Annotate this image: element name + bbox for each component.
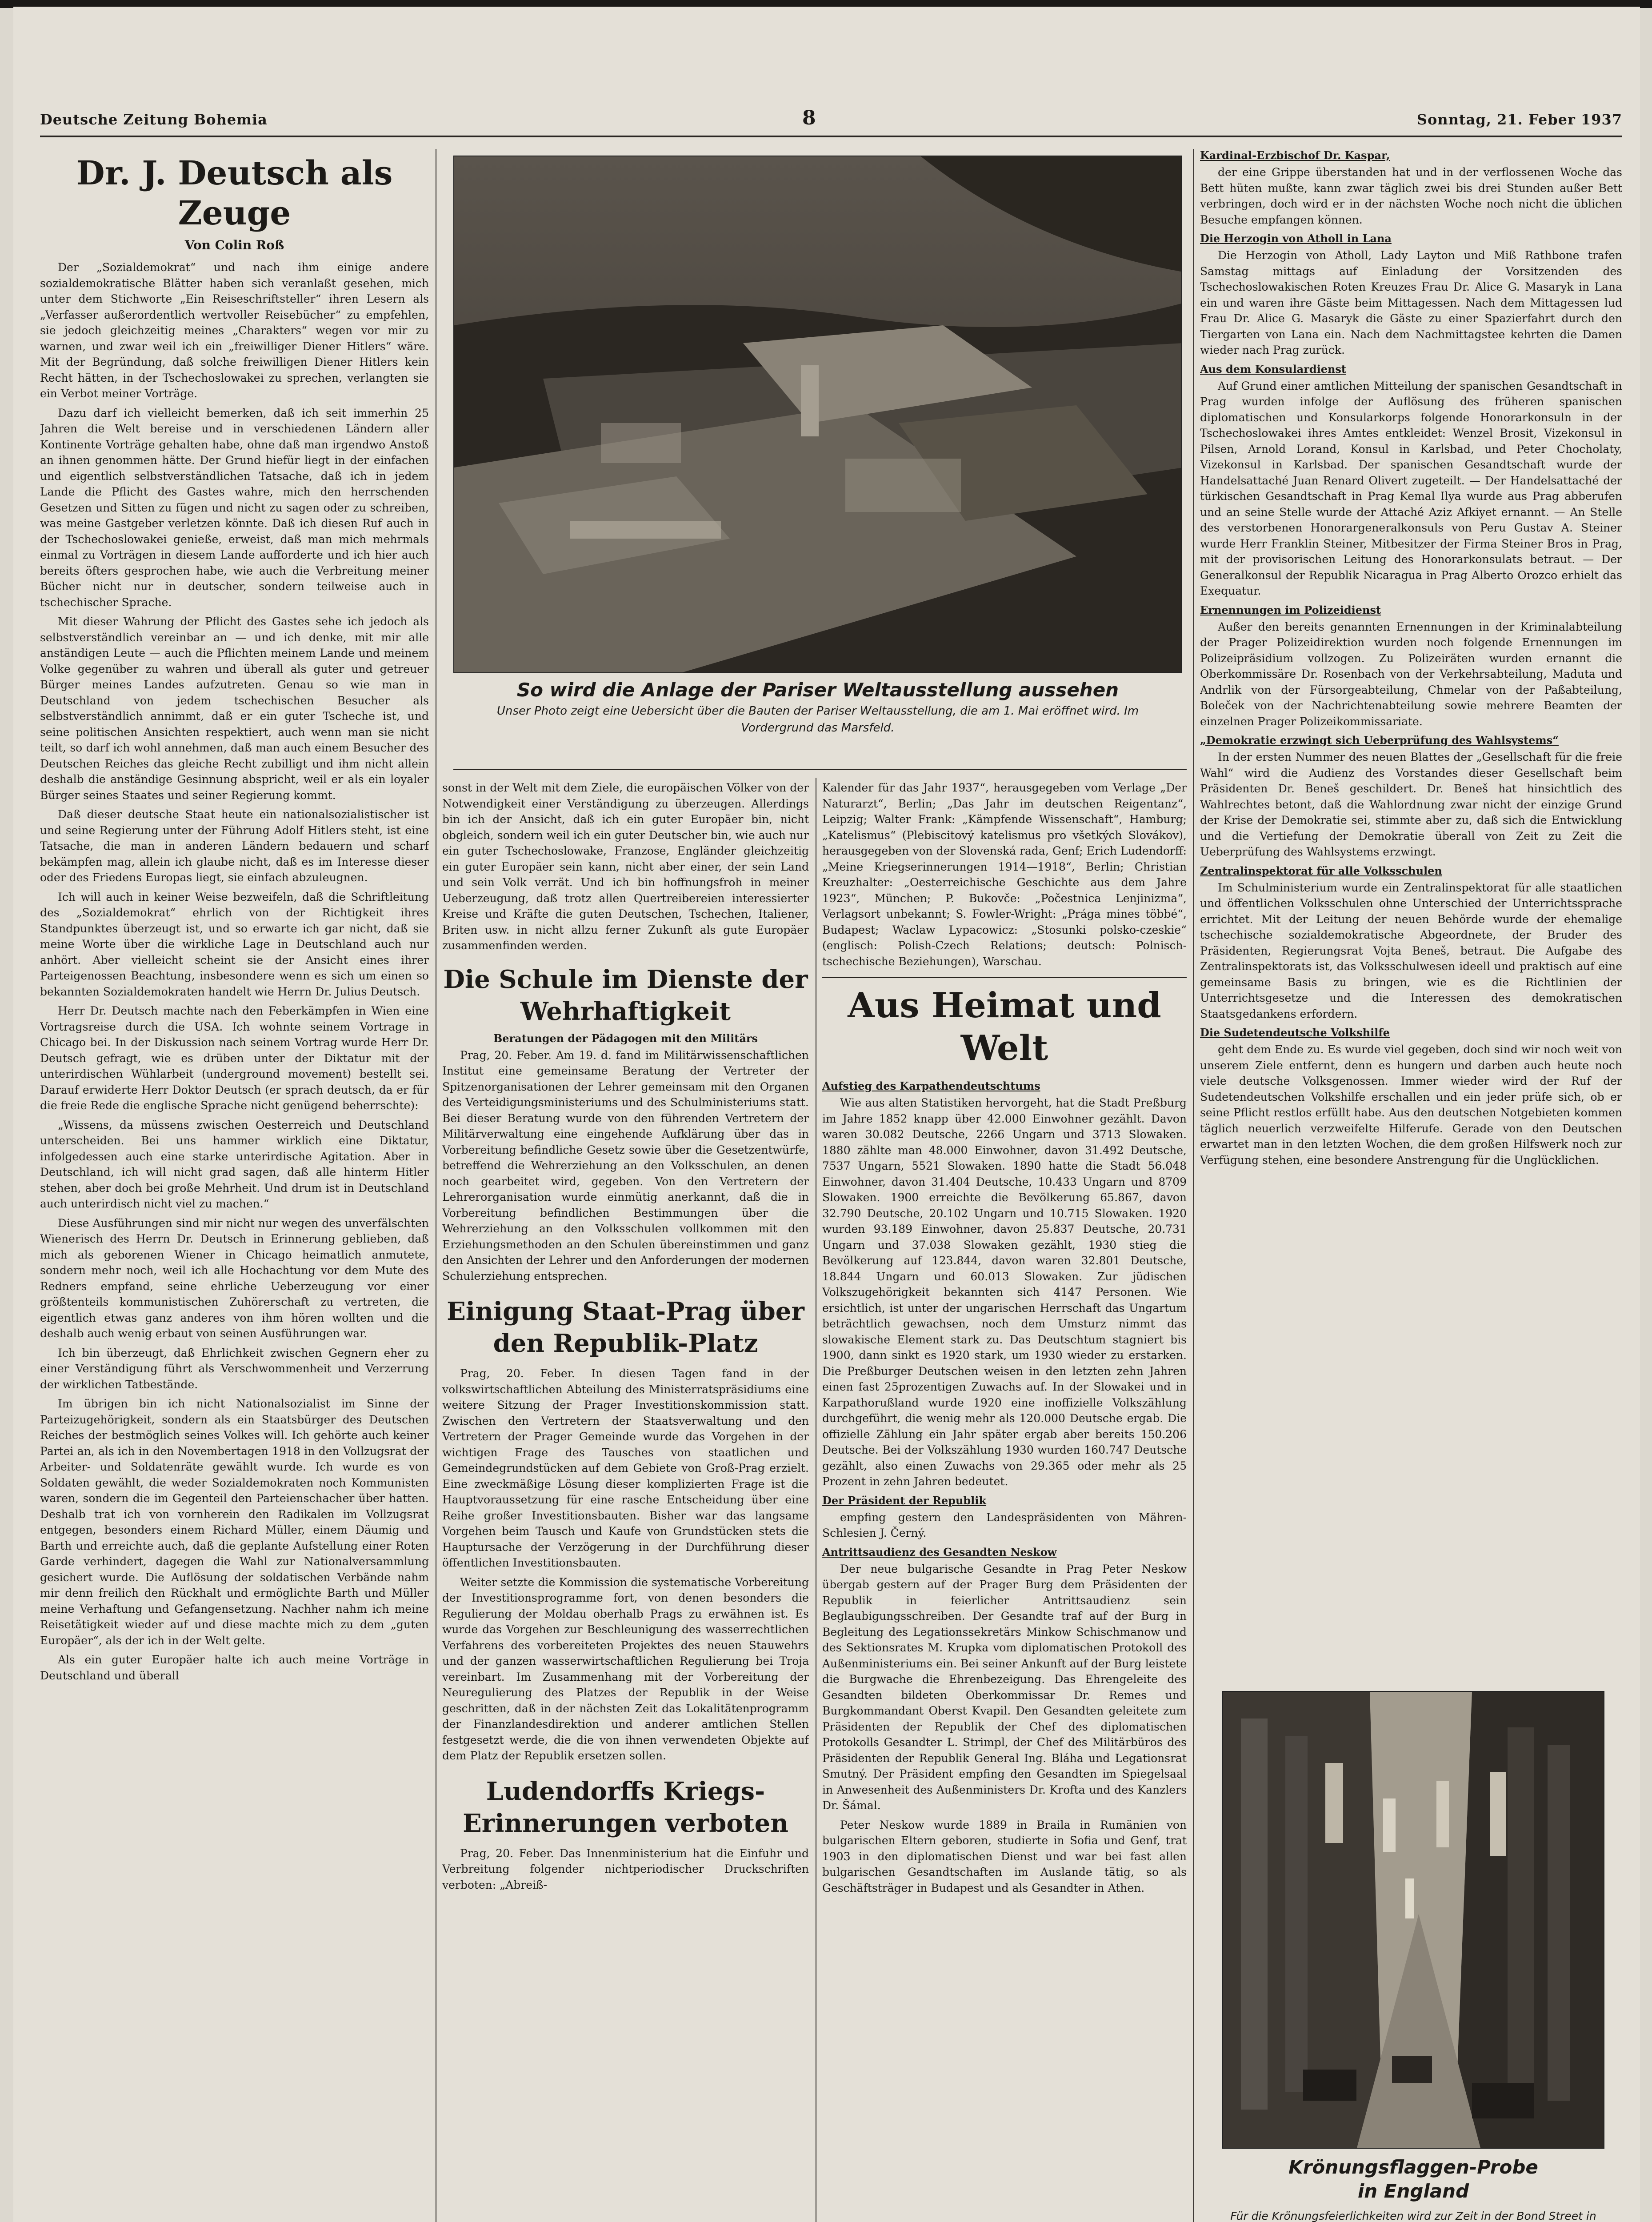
paragraph: Mit dieser Wahrung der Pflicht des Gastes sehe ich jedoch als selbstverständlich vereinbar an — und ich denke, mit mir alle anständigen Leute — auch die Pflichten meinem Lande und meinem Volke gegenüber zu wahren und überall als guter und getreuer Bürger meines Landes aufzutreten. Genau so wie man in Deutschland von jedem tschechischen Besucher als selbstverständlich annimmt, daß er ein guter Tscheche ist, und seine politischen Ansichten respektiert, auch wenn man sie nicht teilt, so darf ich wohl annehmen, daß man auch einem Besucher des Deutschen Reiches das gleiche Recht zubilligt und ihm nicht allein deshalb die anständige Gesinnung abspricht, weil er als ein loyaler Bürger seines Staates und seiner Regierung kommt.	[40, 615, 429, 802]
newspaper-page	[13, 7, 1640, 2222]
kicker-praesident: Der Präsident der Republik	[822, 1494, 987, 1507]
photo-london-caption-text: Für die Krönungsfeierlichkeiten wird zur Zeit in der Bond Street in	[1230, 2210, 1596, 2222]
paragraph: Ich bin überzeugt, daß Ehrlichkeit zwischen Gegnern eher zu einer Verständigung führt als Verschwommenheit und Verzerrung der wirklichen Tatbestände.	[40, 1346, 429, 1391]
section-title-heimat-welt: Aus Heimat und Welt	[848, 985, 1161, 1068]
kicker-kardinal: Kardinal-Erzbischof Dr. Kaspar,	[1200, 149, 1390, 162]
photo-london-caption-title: Krönungsflaggen-Probe in England	[1288, 2156, 1538, 2202]
article-title-deutsch-zeuge: Dr. J. Deutsch als Zeuge	[76, 154, 393, 232]
photo-london-caption	[1209, 2155, 1618, 2222]
section-rule	[822, 977, 1187, 978]
aerial-city-illustration	[454, 156, 1182, 673]
subheadline-paedagogen: Beratungen der Pädagogen mit den Militärs	[493, 1031, 758, 1045]
header-rule	[40, 136, 1622, 137]
paragraph: Als ein guter Europäer halte ich auch meine Vorträge in Deutschland und überall	[40, 1653, 429, 1682]
column-1-article	[40, 153, 429, 2222]
paragraph: Kalender für das Jahr 1937“, herausgegeben vom Verlage „Der Naturarzt“, Berlin; „Das Jahr im deutschen Reigentanz“, Leipzig; Walter Frank: „Kämpfende Wissenschaft“, Hamburg; „Katelismus“ (Plebiscitový katelismus pro všetkých Slovákov), herausgegeben von der Slovenská rada, Genf; Erich Ludendorff: „Meine Kriegserinnerungen 1914—1918“, Berlin; Christian Kreuzhalter: „Oesterreichische Geschichte aus dem Jahre 1923“, München; P. Bukovče: „Počestnica Lenjinizma“, Verlagsort unbekannt; S. Fowler-Wright: „Prága mines többé“, Budapest; Waclaw Lypacowicz: „Stosunki polsko-czeskie“ (englisch: Polish-Czech Relations; deutsch: Polnisch-tschechische Beziehungen), Warschau.	[822, 781, 1187, 968]
paragraph: Auf Grund einer amtlichen Mitteilung der spanischen Gesandtschaft in Prag wurden infolge der Auflösung des früheren spanischen diplomatischen und Konsularkorps folgende Honorarkonsuln in der Tschechoslowakei ihres Amtes entkleidet: Wenzel Brosit, Vizekonsul in Pilsen, Arnold Lorand, Konsul in Karlsbad, und Peter Chocholaty, Vizekonsul in Karlsbad. Der spanischen Gesandtschaft wurde der Handelsattaché Juan Renard Olivert zugeteilt. — Der Handelsattaché der türkischen Gesandtschaft in Prag Kemal Ilya wurde aus Prag abberufen und an seine Stelle wurde der Attaché Aziz Afkiyet ernannt. — An Stelle des verstorbenen Honorargeneralkonsuls von Peru Gustav A. Steiner wurde Herr Franklin Steiner, Mitbesitzer der Firma Steiner Bros in Prag, mit der provisorischen Leitung des Honorarkonsulats betraut. — Der Generalkonsul der Republik Nicaragua in Prag Alberto Orozco erhielt das Exequatur.	[1200, 379, 1622, 597]
paragraph: Daß dieser deutsche Staat heute ein nationalsozialistischer ist und seine Regierung unter der Führung Adolf Hitlers steht, ist eine Tatsache, die man in anderen Ländern bedauern und scharf bekämpfen mag, allein ich glaube nicht, daß es im Interesse dieser oder des Friedens Europas liegt, sie einfach abzuleugnen.	[40, 808, 429, 884]
paragraph: Außer den bereits genannten Ernennungen in der Kriminalabteilung der Prager Polizeidirektion wurden noch folgende Ernennungen im Polizeipräsidium vollzogen. Zu Polizeiräten wurden ernannt die Oberkommissäre Dr. Rosenbach von der Verkehrsabteilung, Maduta und Andrlik von der Fürsorgeabteilung, Chmelar von der Paßabteilung, Boleček von der Nachrichtenabteilung sowie mehrere Beamten der einzelnen Prager Polizeikommissariate.	[1200, 620, 1622, 728]
paragraph: Die Herzogin von Atholl, Lady Layton und Miß Rathbone trafen Samstag mittags auf Einladung der Vorsitzenden des Tschechoslowakischen Roten Kreuzes Frau Dr. Alice G. Masaryk in Lana ein und waren ihre Gäste beim Mittagessen. Nach dem Mittagessen lud Frau Dr. Alice G. Masaryk die Gäste zu einer Spazierfahrt durch den Tiergarten von Lana ein. Nach dem Nachmittagstee kehrten die Damen wieder nach Prag zurück.	[1200, 249, 1622, 356]
paragraph: Prag, 20. Feber. Am 19. d. fand im Militärwissenschaftlichen Institut eine gemeinsame Beratung der Vertreter der Spitzenorganisationen der Lehrer gemeinsam mit den Organen des Verteidigungsministeriums und des Schulministeriums statt. Bei dieser Beratung wurde von den führenden Vertretern der Militärverwaltung eine eingehende Aufklärung über das in Vorbereitung befindliche Gesetz sowie über die Gesetzentwürfe, betreffend die Wehrerziehung an den Volksschulen, an denen noch gearbeitet wird, gegeben. Von den Vertretern der Lehrerorganisation wurde einmütig anerkannt, daß die in Vorbereitung befindlichen Bestimmungen über die Wehrerziehung an den Volksschulen vollkommen mit den Erziehungsmethoden an den Schulen übereinstimmen und ganz den Ansichten der Lehrer und den Anforderungen der modernen Schulerziehung entsprechen.	[442, 1048, 809, 1283]
photo-paris-caption-text: Unser Photo zeigt eine Uebersicht über die Bauten der Pariser Weltausstellung, die am 1. Mai eröffnet wird. Im Vordergrund das Marsfeld.	[496, 704, 1139, 735]
column-2	[442, 780, 809, 2222]
paragraph: Ich will auch in keiner Weise bezweifeln, daß die Schriftleitung des „Sozialdemokrat“ ehrlich von der Richtigkeit ihres Standpunktes überzeugt ist, und so erwarte ich gar nicht, daß sie meine Worte über die wirkliche Lage in Deutschland auch nur anhört. Aber vielleicht scheint sie der Ansicht eines ihrer Parteigenossen Beachtung, insbesondere wenn es sich um einen so bekannten Sozialdemokraten handelt wie Herrn Dr. Julius Deutsch.	[40, 890, 429, 998]
running-head-date: Sonntag, 21. Feber 1937	[1416, 111, 1622, 128]
kicker-polizeidienst: Ernennungen im Polizeidienst	[1200, 603, 1381, 616]
paragraph: Prag, 20. Feber. In diesen Tagen fand in der volkswirtschaftlichen Abteilung des Ministerratspräsidiums eine weitere Sitzung der Prager Investitionskommission statt. Zwischen den Vertretern der Staatsverwaltung und den Vertretern der Prager Gemeinde wurde das Vorgehen in der wichtigen Frage des Tausches von staatlichen und Gemeindegrundstücken auf dem Gebiete von Groß-Prag erzielt. Eine zweckmäßige Lösung dieser komplizierten Frage ist die Hauptvoraussetzung für eine rasche Entscheidung über eine Reihe großer Investitionsbauten. Bisher war das langsame Vorgehen beim Tausch und Kaufe von Grundstücken stets die Hauptursache der Verzögerung in der Durchführung dieser öffentlichen Investitionsbauten.	[442, 1367, 809, 1569]
paragraph: Prag, 20. Feber. Das Innenministerium hat die Einfuhr und Verbreitung folgender nichtperiodischer Druckschriften verboten: „Abreiß-	[442, 1846, 809, 1891]
headline-schule-wehrhaftigkeit: Die Schule im Dienste der Wehrhaftigkeit	[443, 964, 808, 1026]
paragraph: Im Schulministerium wurde ein Zentralinspektorat für alle staatlichen und öffentlichen Volksschulen ohne Unterschied der Unterrichtssprache errichtet. Mit der Leitung der neuen Behörde wurde der ehemalige tschechische sozialdemokratische Abgeordnete, der Bruder des Präsidenten, Regierungsrat Vojta Beneš, betraut. Die Aufgabe des Zentralinspektorats ist, das Volksschulwesen ideell und praktisch auf eine gemeinsame Basis zu bringen, wie es die Richtlinien der Unterrichtsgesetze und die Interessen des demokratischen Staatsgedankens erfordern.	[1200, 881, 1622, 1020]
paragraph: der eine Grippe überstanden hat und in der verflossenen Woche das Bett hüten mußte, kann zwar täglich zwei bis drei Stunden außer Bett verbringen, doch wird er in der nächsten Woche noch nicht die üblichen Besuche empfangen können.	[1200, 166, 1622, 226]
paragraph: Der „Sozialdemokrat“ und nach ihm einige andere sozialdemokratische Blätter haben sich veranlaßt gesehen, mich unter dem Stichworte „Ein Reiseschriftsteller“ ihren Lesern als „Verfasser außerordentlich wertvoller Reisebücher“ zu empfehlen, sie jedoch gleichzeitig meines „Charakters“ wegen vor mir zu warnen, und zwar weil ich ein „freiwilliger Diener Hitlers“ wäre. Mit der Begründung, daß solche freiwilligen Diener Hitlers kein Recht hätten, in der Tschechoslowakei zu sprechen, verlangten sie ein Verbot meiner Vorträge.	[40, 261, 429, 400]
paragraph: „Wissens, da müssens zwischen Oesterreich und Deutschland unterscheiden. Bei uns hammer wirklich eine Diktatur, infolgedessen auch eine starke unterirdische Agitation. Aber in Deutschland, ich will nicht grad sagen, daß alle hinterm Hitler stehen, aber doch bei große Mehrheit. Und drum ist in Deutschland auch unterirdisch nicht viel zu machen.“	[40, 1118, 429, 1210]
kicker-herzogin: Die Herzogin von Atholl in Lana	[1200, 232, 1392, 245]
headline-einigung-staat-prag: Einigung Staat-Prag über den Republik-Platz	[447, 1297, 804, 1358]
photo-paris-caption-title: So wird die Anlage der Pariser Weltausstellung aussehen	[516, 679, 1119, 701]
kicker-konsulardienst: Aus dem Konsulardienst	[1200, 362, 1347, 376]
running-head-paper: Deutsche Zeitung Bohemia	[40, 111, 268, 128]
article-byline: Von Colin Roß	[184, 238, 284, 252]
paragraph: Dazu darf ich vielleicht bemerken, daß ich seit immerhin 25 Jahren die Welt bereise und in verschiedenen Ländern aller Kontinente Vorträge gehalten habe, ohne daß man irgendwo Anstoß an ihnen genommen hätte. Der Grund hiefür liegt in der einfachen und eigentlich selbstverständlichen Tatsache, daß ich in jedem Lande die Pflicht des Gastes wahre, mich den herrschenden Gesetzen und Sitten zu fügen und nicht zu sagen oder zu schreiben, was meine Gastgeber verletzen könnte. Daß ich diesen Ruf auch in der Tschechoslowakei genieße, erweist, daß man mich mehrmals einmal zu Vorträgen in diesem Lande aufforderte und ich hier auch bereits öfters gesprochen habe, wie auch die Verbreitung meiner Bücher nicht nur in deutscher, sondern teilweise auch in tschechischer Sprache.	[40, 406, 429, 609]
paragraph: sonst in der Welt mit dem Ziele, die europäischen Völker von der Notwendigkeit einer Verständigung zu überzeugen. Allerdings bin ich der Ansicht, daß ich ein guter Europäer bin, nicht obgleich, sondern weil ich ein guter Deutscher bin, wie auch nur ein guter Tschechoslowake, Franzose, Engländer gleichzeitig ein guter Europäer sein kann, nicht aber einer, der sein Land und sein Volk verrät. Und ich bin hoffnungsfroh in meiner Ueberzeugung, daß trotz allen Quertreibereien interessierter Kreise und Kräfte die guten Deutschen, Tschechen, Italiener, Briten usw. in nicht allzu ferner Zukunft als gute Europäer zusammenfinden werden.	[442, 781, 809, 952]
paragraph: Der neue bulgarische Gesandte in Prag Peter Neskow übergab gestern auf der Prager Burg dem Präsidenten der Republik in feierlicher Antrittsaudienz sein Beglaubigungsschreiben. Der Gesandte traf auf der Burg in Begleitung des Legationssekretärs Minkow Schischmanow und des Sektionsrates M. Krupka vom diplomatischen Protokoll des Außenministeriums ein. Bei seiner Ankunft auf der Burg leistete die Burgwache die Ehrenbezeigung. Das Ehrengeleite des Gesandten bildeten Oberkommissar Dr. Remes und Burgkommandant Oberst Kvapil. Den Gesandten geleitete zum Präsidenten der Republik der Chef des diplomatischen Protokolls Gesandter L. Strimpl, der Chef des Militärbüros des Präsidenten der Republik General Ing. Bláha und Legationsrat Smutný. Der Präsident empfing den Gesandten im Spiegelsaal in Anwesenheit des Außenministers Dr. Krofta und des Kanzlers Dr. Šámal.	[822, 1562, 1187, 1812]
paragraph: Weiter setzte die Kommission die systematische Vorbereitung der Investitionsprogramme fort, von denen besonders die Regulierung der Moldau oberhalb Prags zu erwähnen ist. Es wurde das Vorgehen zur Beschleunigung des wasserrechtlichen Verfahrens des vorbereiteten Projektes des neuen Stauwehrs und der ganzen wasserwirtschaftlichen Regulierung bei Troja vereinbart. Im Zusammenhang mit der Vorbereitung der Neuregulierung des Platzes der Republik in der Weise geschritten, daß in der nächsten Zeit das Lokalitätenprogramm der Finanzlandesdirektion und anderer amtlichen Stellen festgesetzt werde, die die von ihnen verwendeten Objekte auf dem Platz der Republik ersetzen sollen.	[442, 1575, 809, 1762]
paragraph: Herr Dr. Deutsch machte nach den Feberkämpfen in Wien eine Vortragsreise durch die USA. Ich wohnte seinem Vortrage in Chicago bei. In der Diskussion nach seinem Vortrag wurde Herr Dr. Deutsch gefragt, wie es drüben unter der Diktatur mit der unterirdischen Wühlarbeit (underground movement) bestellt sei. Darauf erwiderte Herr Doktor Deutsch (er sprach deutsch, da er für die freie Rede die englische Sprache nicht genügend beherrschte):	[40, 1004, 429, 1112]
kicker-karpathendeutschtum: Aufstieg des Karpathendeutschtums	[822, 1079, 1040, 1092]
kicker-demokratie: „Demokratie erzwingt sich Ueberprüfung des Wahlsystems“	[1200, 734, 1559, 747]
paragraph: empfing gestern den Landespräsidenten von Mähren-Schlesien J. Černý.	[822, 1511, 1187, 1539]
street-scene-illustration	[1223, 1692, 1604, 2149]
running-head-page-number: 8	[802, 107, 816, 129]
kicker-antrittsaudienz: Antrittsaudienz des Gesandten Neskow	[822, 1545, 1057, 1559]
photo-bottom-rule	[453, 769, 1187, 770]
paragraph: Peter Neskow wurde 1889 in Braila in Rumänien von bulgarischen Eltern geboren, studierte in Sofia und Genf, trat 1903 in den diplomatischen Dienst und war bei fast allen bulgarischen Gesandtschaften im Auslande tätig, so als Geschäftsträger in Budapest und als Gesandter in Athen.	[822, 1818, 1187, 1894]
paragraph: Wie aus alten Statistiken hervorgeht, hat die Stadt Preßburg im Jahre 1852 knapp über 42.000 Einwohner gezählt. Davon waren 30.082 Deutsche, 2266 Ungarn und 3713 Slowaken. 1880 zählte man 48.000 Einwohner, davon 31.492 Deutsche, 7537 Ungarn, 5521 Slowaken. 1890 hatte die Stadt 56.048 Einwohner, davon 31.404 Deutsche, 10.433 Ungarn und 8709 Slowaken. 1900 erreichte die Bevölkerung 65.867, davon 32.790 Deutsche, 20.102 Ungarn und 10.715 Slowaken. 1920 wurden 93.189 Einwohner, davon 25.837 Deutsche, 20.731 Ungarn und 37.038 Slowaken gezählt, 1930 stieg die Bevölkerung auf 123.844, davon waren 32.801 Deutsche, 18.844 Ungarn und 60.013 Slowaken. Zur jüdischen Volkszugehörigkeit bekannten sich 4147 Personen. Wie ersichtlich, ist unter der ungarischen Herrschaft das Ungartum beträchtlich gewachsen, noch dem Umsturz nimmt das slowakische Element stark zu. Das Deutschtum stagniert bis 1900, dann sinkt es 1920 stark, um 1930 wieder zu erstarken. Die Preßburger Deutschen weisen in den letzten zehn Jahren einen fast 25prozentigen Zuwachs auf. In der Slowakei und in Karpathorußland wurde 1920 eine inoffizielle Volkszählung durchgeführt, die wenig mehr als 120.000 Deutsche ergab. Die offizielle Zählung ein Jahr später ergab aber bereits 150.206 Deutsche. Bei der Volkszählung 1930 wurden 160.747 Deutsche gezählt, also einen Zuwachs von 29.365 oder mehr als 25 Prozent in zehn Jahren bedeutet.	[822, 1096, 1187, 1488]
column-4	[1200, 149, 1622, 1638]
photo-london-flags	[1222, 1691, 1604, 2149]
kicker-volkshilfe: Die Sudetendeutsche Volkshilfe	[1200, 1026, 1390, 1039]
paragraph: In der ersten Nummer des neuen Blattes der „Gesellschaft für die freie Wahl“ wird die Audienz des Vorstandes dieser Gesellschaft beim Präsidenten Dr. Beneš geschildert. Dr. Beneš hat hinsichtlich des Wahlrechtes betont, daß die Wahlordnung zwar nicht der einzige Grund der Krise der Demokratie sei, stimmte aber zu, daß sich die Entwicklung und die Vertiefung der Demokratie überall von Zeit zu Zeit die Ueberprüfung des Wahlsystems erzwingt.	[1200, 751, 1622, 858]
photo-paris-exhibition	[453, 156, 1182, 673]
kicker-zentralinspektorat: Zentralinspektorat für alle Volksschulen	[1200, 864, 1442, 877]
photo-paris-caption	[453, 678, 1182, 736]
headline-ludendorff: Ludendorffs Kriegs-Erinnerungen verboten	[463, 1776, 788, 1838]
paragraph: geht dem Ende zu. Es wurde viel gegeben, doch sind wir noch weit von unserem Ziele entfernt, denn es hungern und darben auch heute noch viele deutsche Volksgenossen. Immer wieder wird der Ruf der Sudetendeutschen Volkshilfe erschallen und ein jeder prüfe sich, ob er seine Pflicht restlos erfüllt habe. Aus den deutschen Notgebieten kommen täglich neuerlich verzweifelte Hilferufe. Gerade von den Deutschen erwartet man in den letzten Wochen, die dem großen Hilfswerk noch zur Verfügung stehen, eine besondere Anstrengung für die Unglücklichen.	[1200, 1043, 1622, 1167]
paragraph: Im übrigen bin ich nicht Nationalsozialist im Sinne der Parteizugehörigkeit, sondern als ein Staatsbürger des Deutschen Reiches der bestmöglich seines Volkes will. Ich gehörte auch keiner Partei an, als ich in den Novembertagen 1918 in den Vollzugsrat der Arbeiter- und Soldatenräte gewählt wurde. Ich wurde es von Soldaten gewählt, die weder Sozialdemokraten noch Kommunisten waren, sondern die im Gegenteil den Parteienschacher über hatten. Deshalb trat ich von vornherein den Radikalen im Vollzugsrat entgegen, besonders einem Richard Müller, einem Däumig und Barth und erreichte auch, daß die geplante Aufstellung einer Roten Garde verhindert, dagegen die Wahl zur Nationalversammlung gesichert wurde. Die Auflösung der soldatischen Verbände nahm mir denn freilich den Rückhalt und ermöglichte Barth und Müller meine Verhaftung und Gefangensetzung. Nachher nahm ich meine Reisetätigkeit wieder auf und diese machte mich zu dem „guten Europäer“, als der ich in der Welt gelte.	[40, 1397, 429, 1647]
column-rule-4	[1193, 149, 1194, 2222]
column-3	[822, 780, 1187, 2222]
paragraph: Diese Ausführungen sind mir nicht nur wegen des unverfälschten Wienerisch des Herrn Dr. Deutsch in Erinnerung geblieben, daß mich als geborenen Wiener in Chicago heimatlich anmutete, sondern mehr noch, weil ich alle Hochachtung vor dem Mute des Redners empfand, seine ehrliche Ueberzeugung vor einer größtenteils kommunistischen Zuhörerschaft zu vertreten, die eigentlich etwas ganz anderes von ihm hören wollten und die deshalb auch wenig erbaut von seinen Ausführungen war.	[40, 1216, 429, 1340]
